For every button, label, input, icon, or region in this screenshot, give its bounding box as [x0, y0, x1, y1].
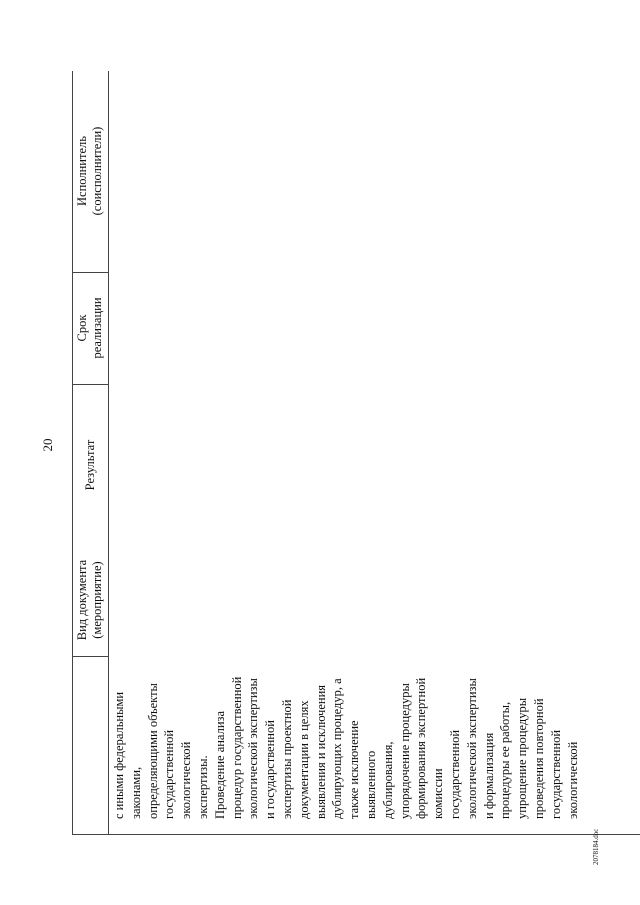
body-line: дублирования, [380, 741, 395, 819]
body-line: документации в целях [296, 700, 311, 819]
body-line: экспертизы. [195, 755, 210, 819]
table-header-bottom-border [108, 71, 109, 835]
body-line: государственной [447, 729, 462, 819]
body-line: упорядочение процедуры [397, 683, 412, 819]
body-line: дублирующих процедур, а [330, 678, 345, 819]
body-line: упрощение процедуры [515, 697, 530, 819]
body-line: законами, [128, 766, 143, 819]
table-left-border [72, 834, 640, 835]
body-line: выявленного [363, 750, 378, 819]
body-line: экологической экспертизы [246, 678, 261, 819]
body-line: экологической [179, 741, 194, 819]
document-type-cell-text [111, 589, 581, 819]
body-line: процедуры ее работы, [498, 701, 513, 819]
header-executor: Исполнитель (соисполнители) [75, 126, 104, 216]
document-reference: 2078184.doc [592, 828, 600, 865]
body-line: государственной [548, 729, 563, 819]
body-line: определяющими объекты [145, 683, 160, 819]
body-line: выявления и исключения [313, 684, 328, 819]
body-line: экологической экспертизы [464, 678, 479, 819]
body-line: с иными федеральными [112, 691, 126, 819]
header-result: Результат [82, 439, 97, 491]
body-line: процедур государственной [229, 676, 244, 819]
column-divider-1 [72, 656, 108, 657]
header-document-type: Вид документа (мероприятие) [75, 559, 104, 641]
header-term: Срок реализации [75, 297, 104, 359]
body-line: также исключение [347, 720, 362, 819]
body-line: государственной [162, 729, 177, 819]
body-line: комиссии [431, 768, 446, 819]
body-line: и государственной [263, 720, 278, 819]
body-line: экспертизы проектной [279, 699, 294, 819]
body-line: и формализация [481, 732, 496, 819]
body-line: формирования экспертной [414, 677, 429, 819]
body-line: проведения повторной [531, 698, 546, 819]
page-number: 20 [40, 438, 55, 452]
body-line: экологической [565, 741, 580, 819]
body-line: Проведение анализа [212, 710, 227, 819]
